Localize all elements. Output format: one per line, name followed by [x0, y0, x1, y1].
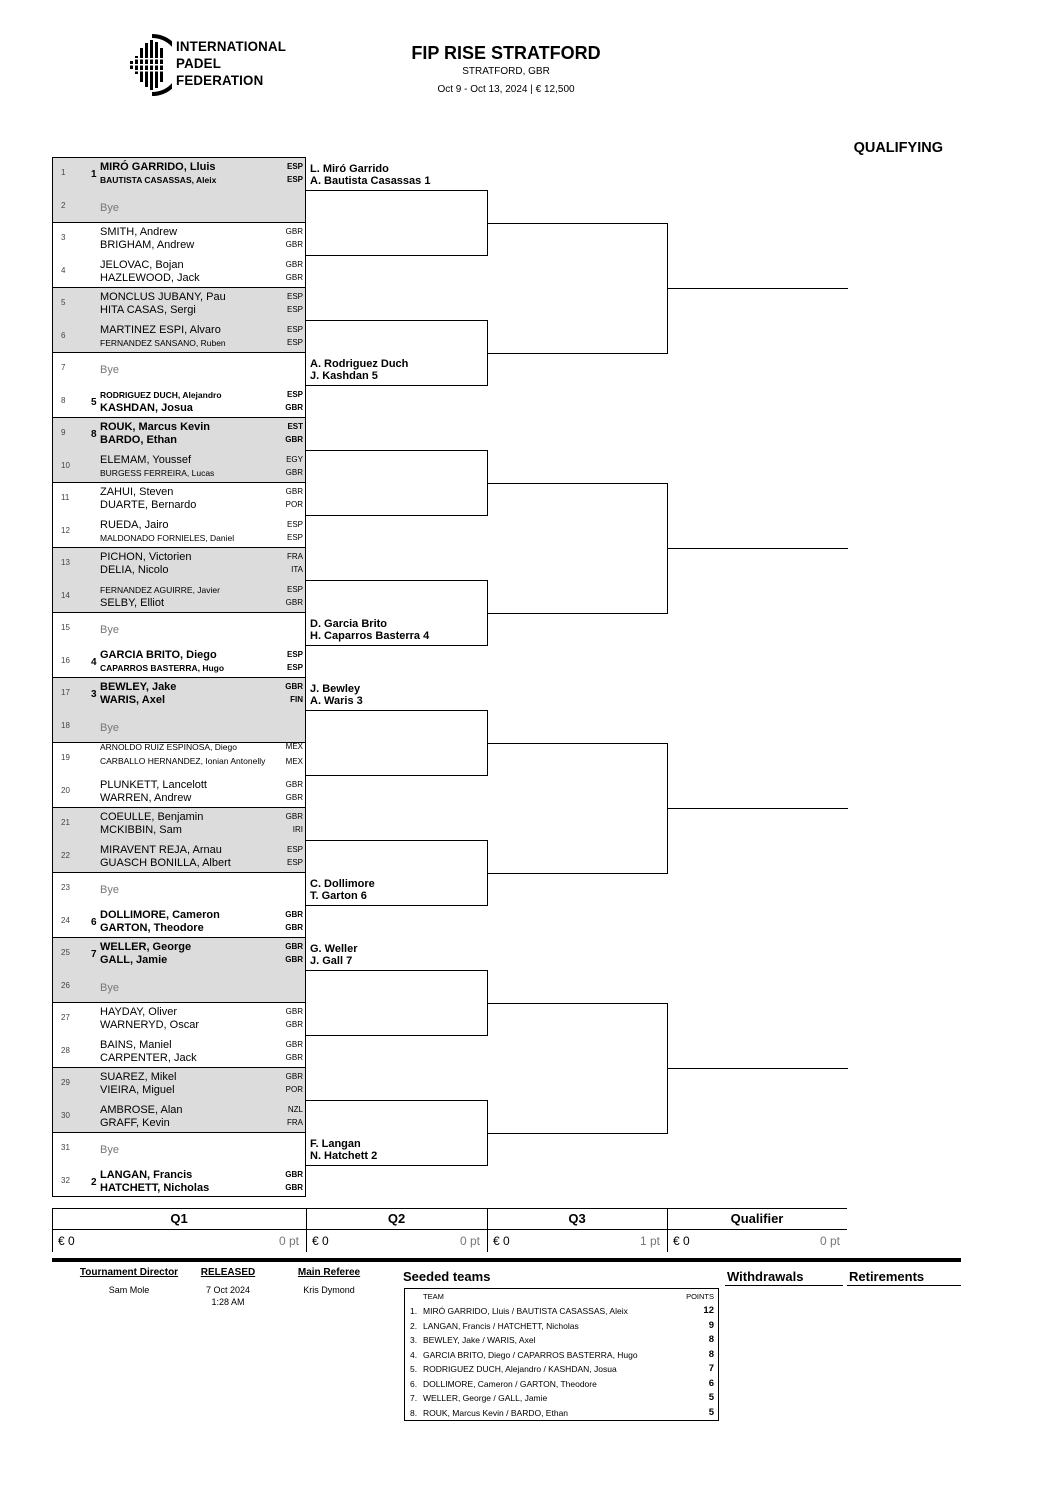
player-name: ELEMAM, Youssef	[100, 453, 192, 466]
seeded-points: 6	[708, 1377, 714, 1389]
seeded-rank: 2.	[410, 1320, 418, 1331]
draw-entry	[53, 646, 305, 679]
q1-winner-line	[306, 450, 488, 451]
q1-winner-name: A. Bautista Casassas 1	[310, 175, 431, 187]
player-name: JELOVAC, Bojan	[100, 258, 184, 271]
round-name: Q3	[568, 1211, 586, 1226]
draw-entry	[53, 613, 305, 646]
official-label: Main Referee	[297, 1267, 361, 1278]
draw-entry	[53, 1036, 305, 1069]
draw-number: 20	[61, 785, 70, 795]
player-name: SMITH, Andrew	[100, 226, 178, 238]
player-name: HAZLEWOOD, Jack	[100, 271, 200, 284]
player-country: ESP	[286, 857, 303, 867]
logo-line-2: PADEL	[176, 55, 222, 71]
draw-entry	[53, 743, 305, 776]
seeded-row	[405, 1377, 718, 1392]
player-name: BRIGHAM, Andrew	[100, 239, 195, 251]
q1-winner-line	[306, 385, 488, 386]
bye-label: Bye	[100, 884, 119, 896]
player-name: WARNERYD, Oscar	[100, 1019, 200, 1031]
draw-entry	[53, 841, 305, 874]
player-name: MONCLUS JUBANY, Pau	[100, 291, 226, 303]
player-country: FIN	[290, 695, 303, 704]
footer-divider	[52, 1258, 961, 1262]
round-name: Q2	[387, 1211, 406, 1226]
player-name: MIRÓ GARRIDO, Lluis	[100, 161, 216, 173]
player-country: ESP	[286, 519, 303, 529]
player-name: AMBROSE, Alan	[100, 1103, 183, 1116]
player-country: MEX	[285, 757, 303, 766]
player-name: CAPARROS BASTERRA, Hugo	[100, 662, 225, 673]
player-country: POR	[285, 1085, 303, 1094]
draw-number: 14	[61, 590, 70, 600]
player-name: BEWLEY, Jake	[100, 681, 177, 693]
round-name: Qualifier	[730, 1211, 784, 1226]
player-country: FRA	[287, 1117, 303, 1127]
player-country: GBR	[285, 402, 303, 412]
player-name: MIRAVENT REJA, Arnau	[100, 843, 222, 856]
bye-label: Bye	[100, 624, 119, 636]
seed-number: 4	[91, 656, 97, 668]
q1-winner-line	[306, 1035, 488, 1036]
draw-entry	[53, 288, 305, 321]
rounds-mid-line	[52, 1229, 847, 1230]
seeded-points: 5	[708, 1406, 714, 1418]
draw-number: 16	[61, 655, 70, 665]
player-name: HAYDAY, Oliver	[100, 1006, 178, 1018]
q1-winner-name: L. Miró Garrido	[310, 163, 389, 175]
seeded-points: 8	[708, 1348, 714, 1360]
seeded-rank: 8.	[410, 1407, 418, 1418]
bye-label: Bye	[100, 1144, 119, 1156]
seeded-row	[405, 1319, 718, 1334]
draw-number: 27	[61, 1013, 70, 1022]
player-country: EST	[287, 422, 303, 431]
player-country: MEX	[285, 742, 303, 751]
player-name: KASHDAN, Josua	[100, 401, 193, 414]
q1-winner-line	[306, 710, 488, 711]
q2-winner-line	[487, 873, 668, 874]
seeded-team: GARCIA BRITO, Diego / CAPARROS BASTERRA, Hugo	[423, 1349, 638, 1360]
draw-number: 10	[61, 460, 70, 470]
fip-logo-icon	[126, 34, 172, 96]
seeded-team: ROUK, Marcus Kevin / BARDO, Ethan	[423, 1407, 569, 1418]
player-country: ESP	[286, 337, 303, 347]
round-prize: € 0	[312, 1234, 329, 1248]
player-name: WARIS, Axel	[100, 694, 165, 706]
draw-number: 13	[61, 558, 70, 567]
draw-number: 5	[61, 298, 66, 307]
draw-number: 17	[61, 688, 70, 697]
player-name: ARNOLDO RUIZ ESPINOSA, Diego	[100, 742, 237, 752]
q1-winner-name: G. Weller	[310, 943, 358, 955]
seed-number: 5	[91, 396, 97, 408]
q1-winner-name: N. Hatchett 2	[310, 1150, 378, 1162]
q1-winner-name: J. Gall 7	[310, 955, 353, 967]
seeded-points: 7	[708, 1363, 714, 1374]
seeded-team: RODRIGUEZ DUCH, Alejandro / KASHDAN, Josua	[423, 1364, 617, 1374]
draw-entry	[53, 581, 305, 614]
seed-number: 7	[91, 949, 97, 960]
player-country: ESP	[286, 162, 303, 171]
qualifier-line	[667, 548, 848, 549]
player-name: WELLER, George	[100, 941, 192, 953]
qualifier-line	[667, 288, 848, 289]
seeded-row	[405, 1348, 718, 1363]
draw-entry	[53, 321, 305, 354]
player-name: BURGESS FERREIRA, Lucas	[100, 467, 215, 478]
draw-entry	[53, 548, 305, 581]
player-name: PLUNKETT, Lancelott	[100, 778, 207, 791]
player-name: DELIA, Nicolo	[100, 564, 169, 576]
player-country: ESP	[286, 175, 303, 184]
player-name: RUEDA, Jairo	[100, 518, 169, 531]
player-country: ESP	[286, 324, 303, 334]
player-name: HITA CASAS, Sergi	[100, 304, 196, 316]
draw-entry	[53, 1133, 305, 1166]
q1-winner-line	[306, 970, 488, 971]
draw-entry	[53, 971, 305, 1004]
fip-logo	[126, 34, 286, 96]
player-name: HATCHETT, Nicholas	[100, 1181, 210, 1194]
q1-winner-line	[306, 775, 488, 776]
draw-entry	[53, 1166, 305, 1199]
player-name: BARDO, Ethan	[100, 434, 177, 446]
draw-entry	[53, 353, 305, 386]
player-country: GBR	[285, 259, 303, 269]
player-country: GBR	[285, 597, 303, 607]
q1-winner-name: A. Waris 3	[310, 695, 363, 707]
q1-winner-name: H. Caparros Basterra 4	[310, 630, 430, 642]
player-country: ESP	[286, 532, 303, 542]
draw-entry	[53, 711, 305, 744]
round-name: Q1	[170, 1211, 188, 1226]
section-title: QUALIFYING	[853, 140, 943, 156]
player-name: GARTON, Theodore	[100, 921, 204, 934]
seeded-team: WELLER, George / GALL, Jamie	[423, 1393, 548, 1403]
draw-entry	[53, 938, 305, 971]
player-country: IRI	[292, 825, 303, 834]
player-name: GARCIA BRITO, Diego	[100, 648, 217, 661]
draw-number: 21	[61, 818, 70, 827]
player-name: LANGAN, Francis	[100, 1168, 193, 1181]
bye-label: Bye	[100, 201, 119, 214]
draw-entry	[53, 678, 305, 711]
q1-winner-name: J. Bewley	[310, 683, 361, 695]
player-country: NZL	[287, 1104, 303, 1114]
seeded-row	[405, 1362, 718, 1377]
retirements-underline	[847, 1285, 961, 1286]
official-value: Sam Mole	[108, 1285, 150, 1295]
round-prize: € 0	[58, 1234, 75, 1248]
player-name: SUAREZ, Mikel	[100, 1071, 177, 1083]
draw-number: 7	[61, 363, 66, 372]
logo-line-1: INTERNATIONAL	[176, 38, 287, 54]
player-country: GBR	[285, 942, 303, 951]
player-country: FRA	[287, 552, 303, 561]
seeded-rank: 4.	[410, 1349, 418, 1360]
draw-number: 24	[61, 915, 70, 925]
tournament-title: FIP RISE STRATFORD	[411, 43, 601, 63]
draw-entry	[53, 418, 305, 451]
player-country: GBR	[285, 435, 303, 444]
draw-number: 11	[61, 493, 70, 502]
q1-winner-line	[306, 840, 488, 841]
player-name: GALL, Jamie	[100, 954, 168, 966]
draw-number: 25	[61, 948, 70, 957]
q1-winner-name: T. Garton 6	[310, 890, 367, 902]
player-name: BAINS, Maniel	[100, 1038, 172, 1051]
draw-number: 6	[61, 330, 66, 340]
official	[286, 1267, 372, 1296]
seed-number: 2	[91, 1176, 97, 1188]
player-name: CARBALLO HERNANDEZ, Ionian Antonelly	[100, 756, 266, 766]
official-label: Tournament Director	[79, 1267, 179, 1278]
player-country: GBR	[285, 1169, 303, 1179]
q2-winner-line	[487, 483, 668, 484]
draw-entry	[53, 158, 305, 191]
player-country: ESP	[286, 305, 303, 314]
player-name: ZAHUI, Steven	[100, 486, 174, 498]
seeded-row	[405, 1304, 718, 1319]
draw-number: 22	[61, 850, 70, 860]
seed-number: 1	[91, 169, 97, 180]
seeded-rank: 1.	[410, 1306, 418, 1316]
seed-number: 8	[91, 429, 97, 440]
player-name: BAUTISTA CASASSAS, Aleix	[100, 175, 217, 185]
player-name: FERNANDEZ SANSANO, Ruben	[100, 337, 226, 348]
q2-winner-line	[487, 353, 668, 354]
q1-winner-line	[306, 1100, 488, 1101]
seeded-title: Seeded teams	[403, 1269, 491, 1284]
player-name: ROUK, Marcus Kevin	[100, 421, 211, 433]
draw-number: 28	[61, 1045, 70, 1055]
seeded-points: 9	[708, 1319, 714, 1331]
player-country: EGY	[286, 454, 303, 464]
withdrawals-title: Withdrawals	[727, 1269, 804, 1284]
q1-winner-line	[306, 255, 488, 256]
seeded-points: 5	[708, 1392, 714, 1403]
player-country: GBR	[285, 1039, 303, 1049]
bye-label: Bye	[100, 981, 119, 994]
tournament-location: STRATFORD, GBR	[462, 66, 550, 77]
seeded-table	[404, 1288, 719, 1421]
player-name: FERNANDEZ AGUIRRE, Javier	[100, 584, 220, 595]
bye-label: Bye	[100, 721, 119, 734]
player-country: GBR	[285, 1182, 303, 1192]
player-country: ESP	[286, 292, 303, 301]
draw-number: 9	[61, 428, 66, 437]
q1-winner-line	[306, 515, 488, 516]
player-country: GBR	[285, 1007, 303, 1016]
bye-label: Bye	[100, 364, 119, 376]
q2-winner-line	[487, 743, 668, 744]
seeded-row	[405, 1333, 718, 1348]
draw-entry	[53, 1068, 305, 1101]
q1-winner-name: D. Garcia Brito	[310, 618, 388, 630]
qualifier-line	[667, 808, 848, 809]
retirements-title: Retirements	[849, 1269, 925, 1284]
player-name: SELBY, Elliot	[100, 596, 165, 609]
draw-entry	[53, 1101, 305, 1134]
draw-entry	[53, 906, 305, 939]
player-country: GBR	[285, 792, 303, 802]
q1-winner-line	[306, 645, 488, 646]
official-value-2: 1:28 AM	[211, 1297, 245, 1307]
player-country: GBR	[285, 682, 303, 691]
player-country: ITA	[291, 565, 303, 574]
seeded-rank: 6.	[410, 1378, 418, 1389]
player-country: GBR	[285, 240, 303, 249]
official-value: Kris Dymond	[303, 1285, 355, 1295]
draw-entry	[53, 256, 305, 289]
player-country: GBR	[285, 1020, 303, 1029]
logo-line-3: FEDERATION	[176, 72, 264, 88]
draw-entry	[53, 1003, 305, 1036]
draw-list	[52, 157, 306, 1197]
player-country: ESP	[286, 662, 303, 672]
player-country: ESP	[286, 584, 303, 594]
seed-number: 6	[91, 916, 97, 928]
seeded-col-team: TEAM	[423, 1292, 444, 1301]
draw-number: 23	[61, 883, 70, 892]
seeded-team: MIRÓ GARRIDO, Lluis / BAUTISTA CASASSAS, Aleix	[423, 1306, 628, 1316]
draw-number: 12	[61, 525, 70, 535]
player-name: WARREN, Andrew	[100, 791, 192, 804]
seed-number: 3	[91, 689, 97, 700]
draw-number: 15	[61, 623, 70, 632]
draw-number: 26	[61, 980, 70, 990]
player-country: GBR	[285, 487, 303, 496]
draw-entry	[53, 873, 305, 906]
player-name: DOLLIMORE, Cameron	[100, 908, 220, 921]
seeded-rank: 5.	[410, 1364, 418, 1374]
seeded-row	[405, 1391, 718, 1406]
seeded-team: DOLLIMORE, Cameron / GARTON, Theodore	[423, 1378, 597, 1389]
player-name: MALDONADO FORNIELES, Daniel	[100, 532, 235, 543]
player-name: VIEIRA, Miguel	[100, 1084, 175, 1096]
round-points: 0 pt	[278, 1234, 299, 1248]
seeded-rank: 7.	[410, 1393, 418, 1403]
seeded-team: LANGAN, Francis / HATCHETT, Nicholas	[423, 1320, 579, 1331]
draw-number: 2	[61, 200, 66, 210]
draw-number: 29	[61, 1078, 70, 1087]
round-points: 0 pt	[819, 1234, 840, 1248]
player-name: GUASCH BONILLA, Albert	[100, 856, 231, 869]
official	[66, 1267, 192, 1296]
official-value: 7 Oct 2024	[205, 1285, 251, 1295]
round-prize: € 0	[673, 1234, 690, 1248]
player-name: DUARTE, Bernardo	[100, 499, 197, 511]
player-country: GBR	[285, 812, 303, 821]
draw-entry	[53, 776, 305, 809]
seeded-team: BEWLEY, Jake / WARIS, Axel	[423, 1335, 536, 1345]
player-country: GBR	[285, 467, 303, 477]
q1-winner-name: J. Kashdan 5	[310, 370, 378, 382]
round-points: 0 pt	[459, 1234, 480, 1248]
q1-winner-line	[306, 190, 488, 191]
draw-entry	[53, 451, 305, 484]
draw-number: 30	[61, 1110, 70, 1120]
official	[190, 1267, 266, 1308]
draw-entry	[53, 191, 305, 224]
player-name: PICHON, Victorien	[100, 551, 192, 563]
player-country: POR	[285, 500, 303, 509]
seeded-row	[405, 1406, 718, 1421]
q2-winner-line	[487, 1133, 668, 1134]
player-name: GRAFF, Kevin	[100, 1116, 170, 1129]
q2-winner-line	[487, 1003, 668, 1004]
player-country: GBR	[285, 272, 303, 282]
draw-entry	[53, 483, 305, 516]
q1-winner-line	[306, 1165, 488, 1166]
q2-winner-line	[487, 613, 668, 614]
seeded-col-points: POINTS	[686, 1292, 714, 1301]
official-label: RELEASED	[200, 1267, 256, 1278]
draw-number: 19	[61, 753, 70, 762]
player-country: GBR	[285, 1072, 303, 1081]
player-name: CARPENTER, Jack	[100, 1051, 197, 1064]
q1-winner-name: C. Dollimore	[310, 878, 375, 890]
q1-winner-name: A. Rodriguez Duch	[310, 358, 409, 370]
draw-number: 18	[61, 720, 70, 730]
player-name: MCKIBBIN, Sam	[100, 824, 182, 836]
player-country: ESP	[286, 649, 303, 659]
draw-number: 31	[61, 1143, 70, 1152]
player-name: COEULLE, Benjamin	[100, 811, 204, 823]
seeded-points: 12	[703, 1305, 714, 1316]
draw-number: 8	[61, 395, 66, 405]
player-country: GBR	[285, 227, 303, 236]
draw-entry	[53, 223, 305, 256]
draw-number: 3	[61, 233, 66, 242]
draw-entry	[53, 808, 305, 841]
withdrawals-underline	[725, 1285, 843, 1286]
q1-winner-line	[306, 580, 488, 581]
player-country: GBR	[285, 909, 303, 919]
round-points: 1 pt	[639, 1234, 660, 1248]
round-prize: € 0	[493, 1234, 510, 1248]
draw-entry	[53, 516, 305, 549]
player-country: GBR	[285, 1052, 303, 1062]
draw-number: 1	[61, 168, 66, 177]
player-country: GBR	[285, 779, 303, 789]
q1-winner-name: F. Langan	[310, 1138, 361, 1150]
draw-entry	[53, 386, 305, 419]
q2-winner-line	[487, 223, 668, 224]
tournament-dates-prize: Oct 9 - Oct 13, 2024 | € 12,500	[437, 84, 575, 95]
draw-number: 32	[61, 1175, 70, 1185]
player-name: MARTINEZ ESPI, Alvaro	[100, 323, 221, 336]
player-country: GBR	[285, 922, 303, 932]
player-country: GBR	[285, 955, 303, 964]
player-country: ESP	[286, 389, 303, 399]
player-country: ESP	[286, 844, 303, 854]
player-name: RODRIGUEZ DUCH, Alejandro	[100, 389, 222, 400]
qualifier-line	[667, 1068, 848, 1069]
q1-winner-line	[306, 905, 488, 906]
seeded-rank: 3.	[410, 1335, 418, 1345]
draw-number: 4	[61, 265, 66, 275]
q1-winner-line	[306, 320, 488, 321]
seeded-points: 8	[708, 1334, 714, 1345]
